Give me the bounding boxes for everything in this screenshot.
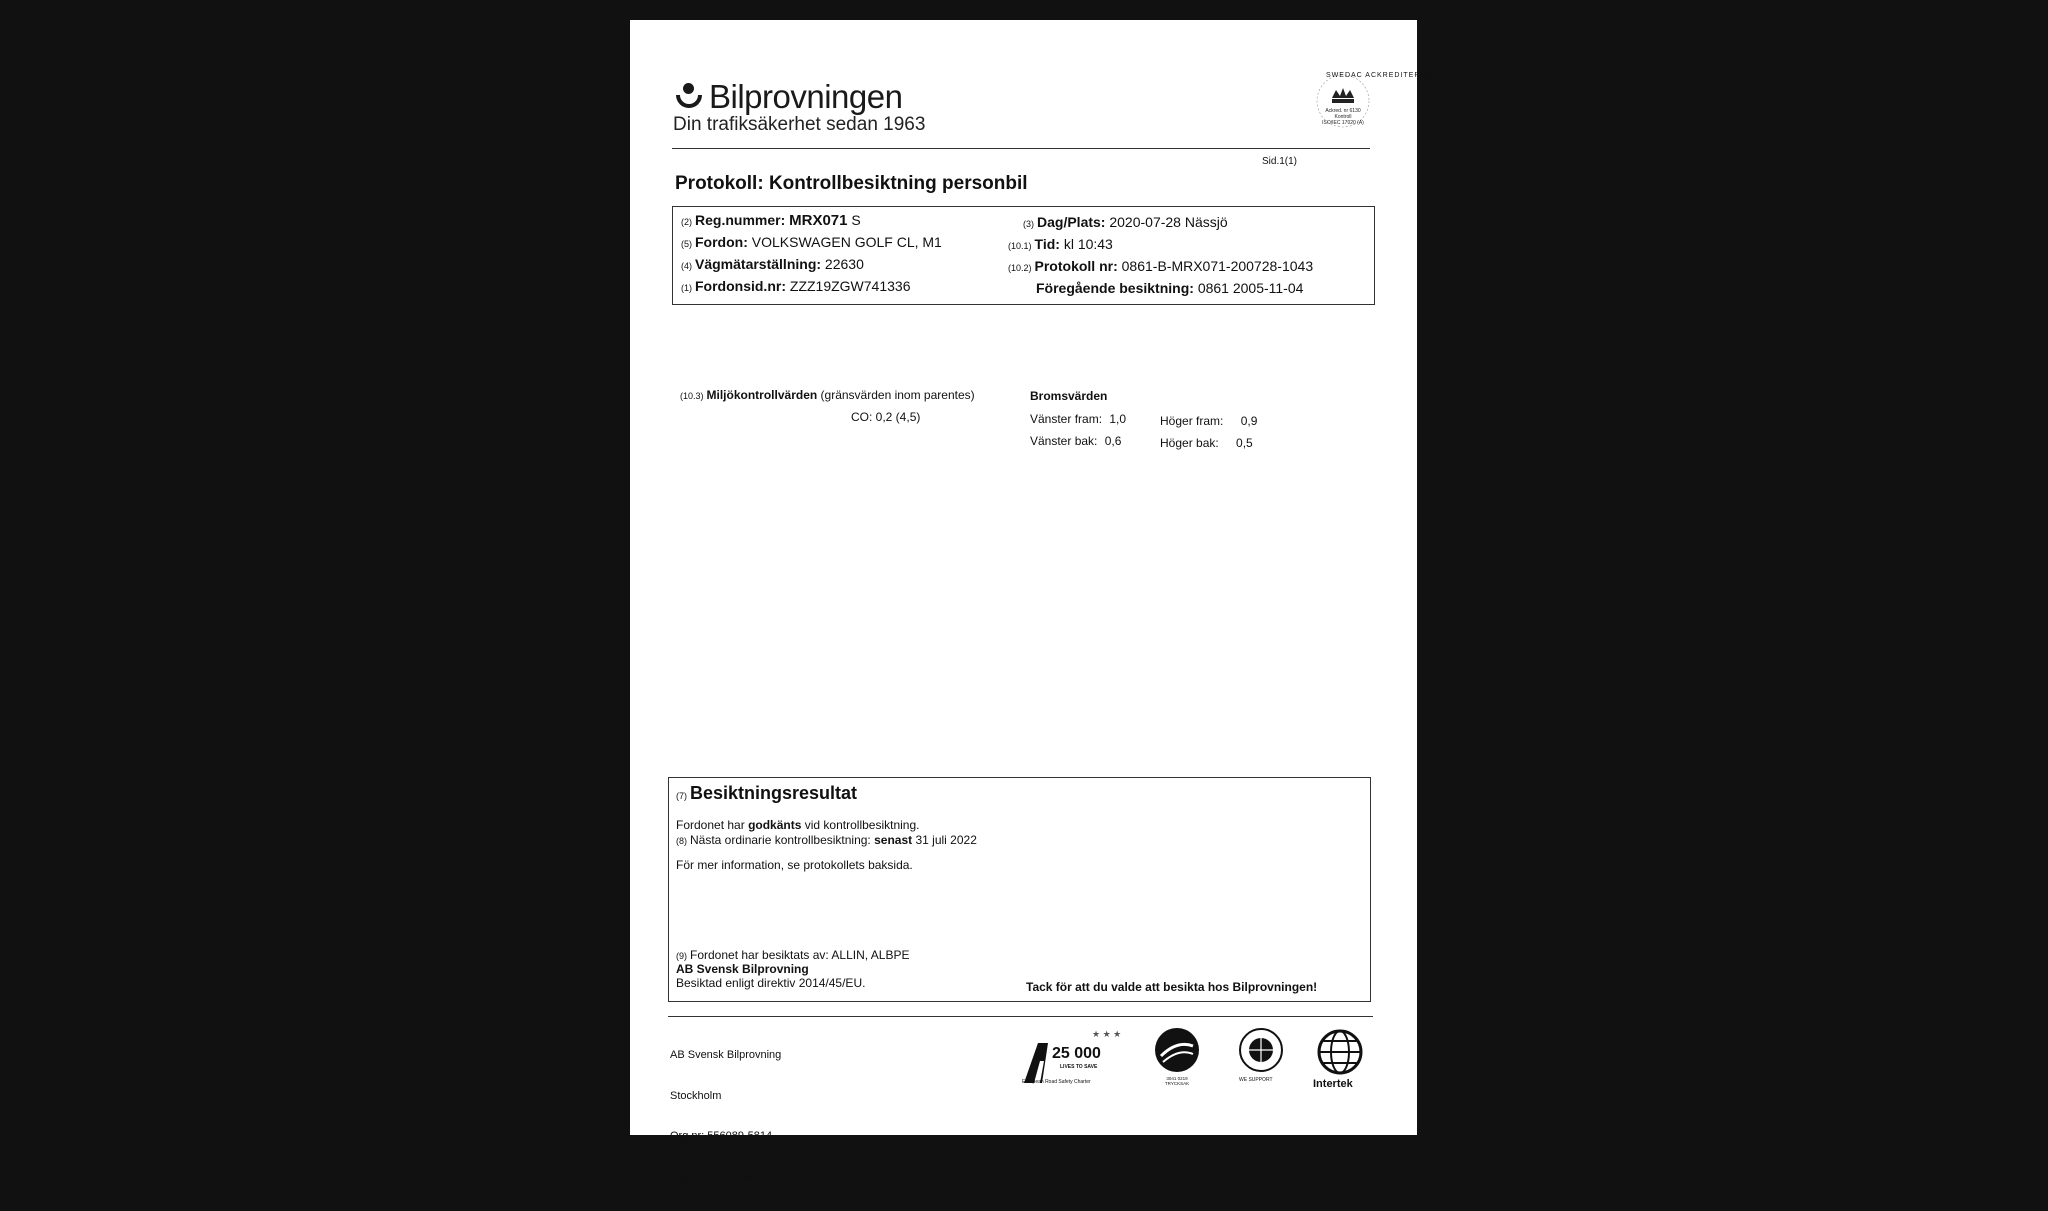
result-title: (7) Besiktningsresultat bbox=[676, 783, 858, 803]
inspected-by-line: (9) Fordonet har besiktats av: ALLIN, ALBPE bbox=[676, 948, 910, 962]
global-compact-badge: WE SUPPORT bbox=[1235, 1026, 1287, 1096]
page-number: Sid.1(1) bbox=[1262, 156, 1298, 167]
intertek-badge: Intertek bbox=[1313, 1028, 1367, 1098]
vehicle-id-field: (1) Fordonsid.nr: ZZZ19ZGW741336 bbox=[681, 278, 911, 294]
footer-company: AB Svensk Bilprovning bbox=[670, 1049, 782, 1061]
brake-front-left: Vänster fram: 1,0 bbox=[1030, 412, 1127, 426]
intertek-globe-icon bbox=[1315, 1028, 1365, 1076]
thanks-line: Tack för att du valde att besikta hos Bilprovningen! bbox=[1026, 980, 1318, 994]
footer-org: Org.nr: 556089-5814 bbox=[670, 1130, 773, 1142]
environment-values-heading: (10.3) Miljökontrollvärden (gränsvärden inom parentes) bbox=[680, 388, 975, 402]
brake-rear-right: Höger bak: 0,5 bbox=[1160, 436, 1253, 450]
approval-line: Fordonet har godkänts vid kontrollbesiktning. bbox=[676, 818, 920, 832]
footer-city: Stockholm bbox=[670, 1089, 722, 1102]
previous-inspection-field: Föregående besiktning: 0861 2005-11-04 bbox=[1036, 280, 1304, 296]
protocol-number-field: (10.2) Protokoll nr: 0861-B-MRX071-200728-1043 bbox=[1008, 258, 1314, 274]
footer-address bbox=[670, 1022, 781, 1211]
bilprovningen-logo bbox=[675, 78, 902, 116]
directive-line: Besiktad enligt direktiv 2014/45/EU. bbox=[676, 976, 866, 990]
swedac-seal bbox=[1310, 68, 1436, 134]
next-inspection-line: (8) Nästa ordinarie kontrollbesiktning: senast 31 juli 2022 bbox=[676, 833, 977, 847]
brand-name: Bilprovningen bbox=[709, 78, 903, 115]
company-name: AB Svensk Bilprovning bbox=[676, 962, 809, 976]
odometer-field: (4) Vägmätarställning: 22630 bbox=[681, 256, 864, 272]
footer-phone: Telefon: 0771-600 600 bbox=[670, 1170, 780, 1183]
bilprovningen-logo-icon bbox=[675, 83, 703, 111]
page-title: Protokoll: Kontrollbesiktning personbil bbox=[675, 173, 1028, 194]
accreditation-text: Ackred. nr 6130 Kontroll ISO/IEC 17020 (A) bbox=[1322, 108, 1364, 126]
swan-ecolabel-icon bbox=[1153, 1026, 1201, 1074]
inspection-result-box bbox=[668, 777, 1371, 1002]
swedac-ring-text: SWEDAC ACKREDITERING bbox=[1326, 72, 1436, 79]
brake-rear-left: Vänster bak: 0,6 bbox=[1030, 434, 1122, 448]
svg-text:★ ★ ★: ★ ★ ★ bbox=[1092, 1029, 1122, 1039]
header-divider bbox=[672, 148, 1370, 149]
global-compact-icon bbox=[1235, 1026, 1287, 1076]
brake-front-right: Höger fram: 0,9 bbox=[1160, 414, 1258, 428]
time-field: (10.1) Tid: kl 10:43 bbox=[1008, 236, 1113, 252]
protocol-document bbox=[630, 20, 1436, 1183]
date-place-field: (3) Dag/Plats: 2020-07-28 Nässjö bbox=[1023, 214, 1228, 230]
vehicle-info-box bbox=[672, 206, 1375, 305]
co-value: CO: 0,2 (4,5) bbox=[851, 410, 921, 424]
swan-ecolabel-badge: 3041 0219 TRYCKSAK bbox=[1153, 1026, 1201, 1096]
tagline: Din trafiksäkerhet sedan 1963 bbox=[673, 114, 926, 135]
brake-values-heading: Bromsvärden bbox=[1030, 389, 1108, 403]
road-safety-charter-badge: ★ ★ ★ 25 000 LIVES TO SAVE European Road Safety Charter bbox=[1020, 1023, 1130, 1093]
footer-divider bbox=[668, 1016, 1373, 1017]
fordon-field: (5) Fordon: VOLKSWAGEN GOLF CL, M1 bbox=[681, 234, 942, 250]
reg-number-field: (2) Reg.nummer: MRX071 S bbox=[681, 212, 861, 229]
more-info-line: För mer information, se protokollets baksida. bbox=[676, 858, 913, 872]
